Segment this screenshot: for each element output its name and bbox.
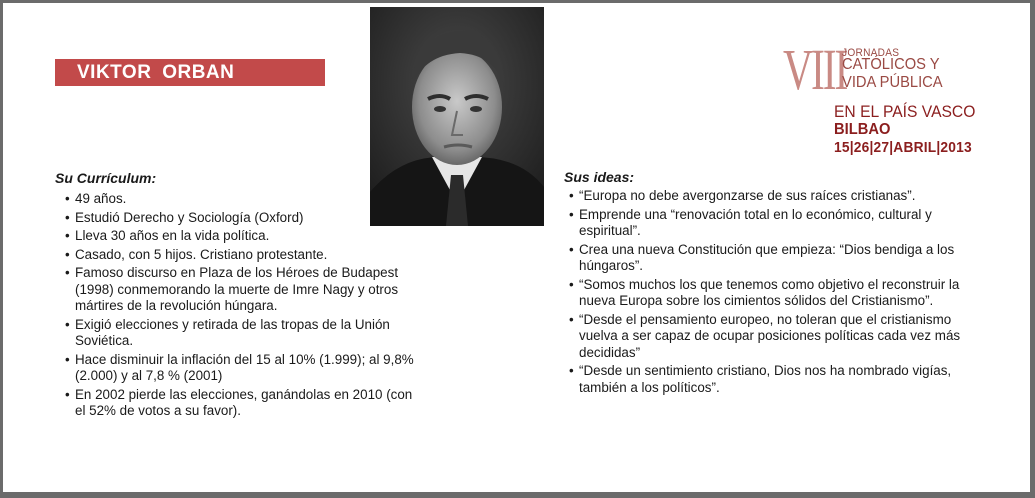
- curriculum-list: [65, 191, 415, 422]
- curriculum-item: • Famoso discurso en Plaza de los Héroes de Budapest (1998) conmemorando la muerte de Imre Nagy y otros mártires de la revolución húngara.: [65, 265, 415, 315]
- logo-dates: 15|26|27|ABRIL|2013: [834, 139, 972, 156]
- logo-roman-numeral: VIII: [783, 37, 847, 102]
- curriculum-item: • 49 años.: [65, 191, 415, 208]
- idea-item: • “Somos muchos los que tenemos como objetivo el reconstruir la nueva Europa sobre los cimientos sólidos del Cristianismo”.: [569, 277, 961, 310]
- name-banner: [55, 59, 325, 86]
- logo-line-jornadas: JORNADAS: [842, 47, 900, 59]
- logo-line-vida-publica: VIDA PÚBLICA: [842, 74, 943, 91]
- idea-item: • “Desde el pensamiento europeo, no toleran que el cristianismo vuelva a ser capaz de ocupar posiciones políticas cada vez más decididas”: [569, 312, 961, 362]
- name-banner-text: VIKTOR ORBAN: [77, 61, 235, 83]
- curriculum-item: • Lleva 30 años en la vida política.: [65, 228, 415, 245]
- curriculum-heading: Su Currículum:: [55, 170, 157, 186]
- ideas-heading: Sus ideas:: [564, 169, 635, 185]
- curriculum-item: • Casado, con 5 hijos. Cristiano protestante.: [65, 247, 415, 264]
- idea-item: • “Europa no debe avergonzarse de sus raíces cristianas”.: [569, 188, 961, 205]
- logo-line-catolicos: CATÓLICOS Y: [842, 56, 940, 73]
- logo-line-pais-vasco: EN EL PAÍS VASCO: [834, 102, 976, 121]
- idea-item: • “Desde un sentimiento cristiano, Dios nos ha nombrado vigías, también a los políticos”.: [569, 363, 961, 396]
- idea-item: • Crea una nueva Constitución que empieza: “Dios bendiga a los húngaros”.: [569, 242, 961, 275]
- curriculum-item: • Hace disminuir la inflación del 15 al 10% (1.999); al 9,8% (2.000) y al 7,8 % (2001): [65, 352, 415, 385]
- ideas-list: [569, 188, 961, 398]
- curriculum-item: • En 2002 pierde las elecciones, ganándolas en 2010 (con el 52% de votos a su favor).: [65, 387, 415, 420]
- curriculum-item: • Estudió Derecho y Sociología (Oxford): [65, 210, 415, 227]
- logo-city: BILBAO: [834, 121, 891, 138]
- event-logo: [779, 37, 1009, 161]
- curriculum-item: • Exigió elecciones y retirada de las tropas de la Unión Soviética.: [65, 317, 415, 350]
- idea-item: • Emprende una “renovación total en lo económico, cultural y espiritual”.: [569, 207, 961, 240]
